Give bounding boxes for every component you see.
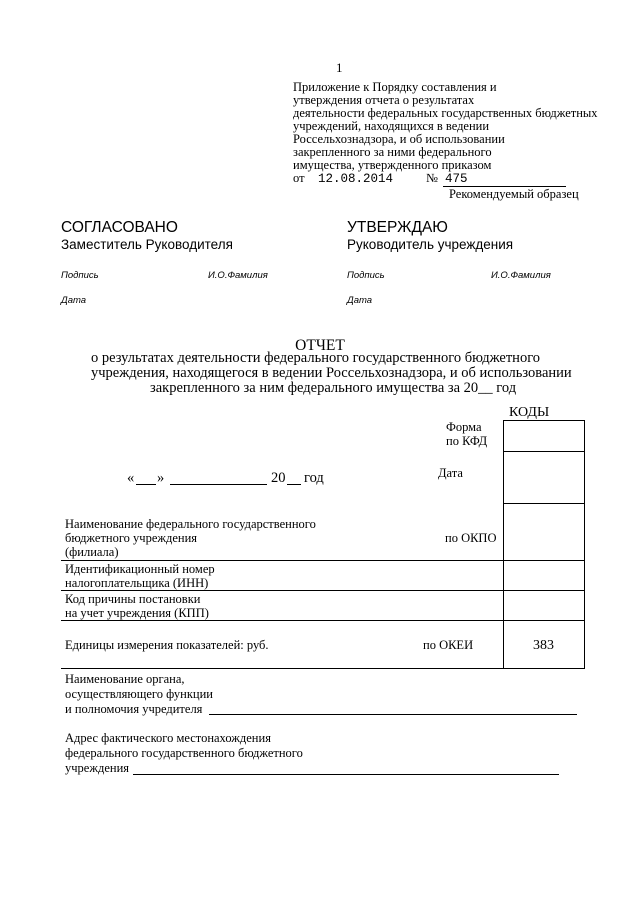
appendix-line: Приложение к Порядку составления и [293,80,497,94]
codes-header: КОДЫ [509,405,550,420]
founder-organ-line: и полномочия учредителя [65,702,203,716]
kpp-underline [61,620,585,621]
date-quote-open: « [127,470,135,486]
address-label [65,731,303,776]
institution-name-line: бюджетного учреждения [65,531,198,545]
order-date: 12.08.2014 [318,172,394,186]
okei-value: 383 [533,638,554,653]
form-label: Форма [446,420,482,434]
codes-table-bottom [503,668,585,669]
kpp-label-line: Код причины постановки [65,592,201,606]
date-day-blank [136,484,156,485]
approve-name-label: И.О.Фамилия [491,270,551,281]
appendix-line: деятельности федеральных государственных бюджетных [293,106,598,120]
founder-organ-underline [209,714,577,715]
address-line: учреждения [65,761,130,775]
founder-organ-line: осуществляющего функции [65,687,213,701]
codes-table-left [503,420,504,668]
institution-name-label [65,517,316,559]
appendix-line: учреждений, находящихся в ведении [293,119,490,133]
report-subtitle-line: учреждения, находящегося в ведении Россельхознадзора, и об использовании [91,365,572,381]
agreed-title: СОГЛАСОВАНО [61,219,178,236]
date-quote-close: » [157,470,165,486]
approve-position: Руководитель учреждения [347,237,514,252]
order-from-label: от [293,171,305,185]
form-kfd-label [446,420,487,448]
date-year-word: год [304,470,324,486]
report-subtitle-line: закрепленного за ним федерального имущества за 20__ год [150,380,517,396]
date-label: Дата [438,466,463,480]
address-line: федерального государственного бюджетного [65,746,303,760]
kpp-label [65,592,209,620]
inn-underline [61,590,585,591]
agreed-signature-label: Подпись [61,270,99,281]
date-year-blank [287,484,301,485]
recommended-sample: Рекомендуемый образец [449,187,579,201]
kpp-label-line: на учет учреждения (КПП) [65,606,209,620]
inn-label-line: Идентификационный номер [65,562,215,576]
report-subtitle [91,351,572,396]
appendix-line: Россельхознадзора, и об использовании [293,132,505,146]
institution-name-line: Наименование федерального государственного [65,517,316,531]
approve-date-label: Дата [347,295,373,306]
units-label: Единицы измерения показателей: руб. [65,638,269,652]
order-number: 475 [445,172,468,186]
codes-row-divider [503,451,585,452]
codes-table-right [584,420,585,668]
report-subtitle-line: о результатах деятельности федерального государственного бюджетного [91,350,541,366]
appendix-line: имущества, утвержденного приказом [293,158,492,172]
kfd-label: по КФД [446,434,488,448]
agreed-name-label: И.О.Фамилия [208,270,268,281]
inn-label-line: налогоплательщика (ИНН) [65,576,209,590]
codes-row-divider [503,560,585,561]
address-underline [133,774,559,775]
agreed-date-label: Дата [61,295,87,306]
founder-organ-line: Наименование органа, [65,672,185,686]
units-underline [61,668,503,669]
report-title: ОТЧЕТ [295,337,345,354]
okpo-label: по ОКПО [445,531,497,545]
institution-name-line: (филиала) [65,545,119,559]
okei-label: по ОКЕИ [423,638,474,652]
codes-row-divider [503,503,585,504]
address-line: Адрес фактического местонахождения [65,731,271,745]
order-number-label: № [426,171,438,185]
appendix-line: утверждения отчета о результатах [293,93,475,107]
appendix-line: закрепленного за ними федерального [293,145,492,159]
institution-name-underline [61,560,503,561]
inn-label [65,562,215,590]
agreed-position: Заместитель Руководителя [61,237,233,252]
date-month-blank [170,484,267,485]
codes-table-top [503,420,585,421]
approve-title: УТВЕРЖДАЮ [347,219,448,236]
date-year-prefix: 20 [271,470,286,486]
approve-signature-label: Подпись [347,270,385,281]
appendix-block [293,81,598,172]
page-number: 1 [336,60,343,75]
founder-organ-label [65,672,213,717]
